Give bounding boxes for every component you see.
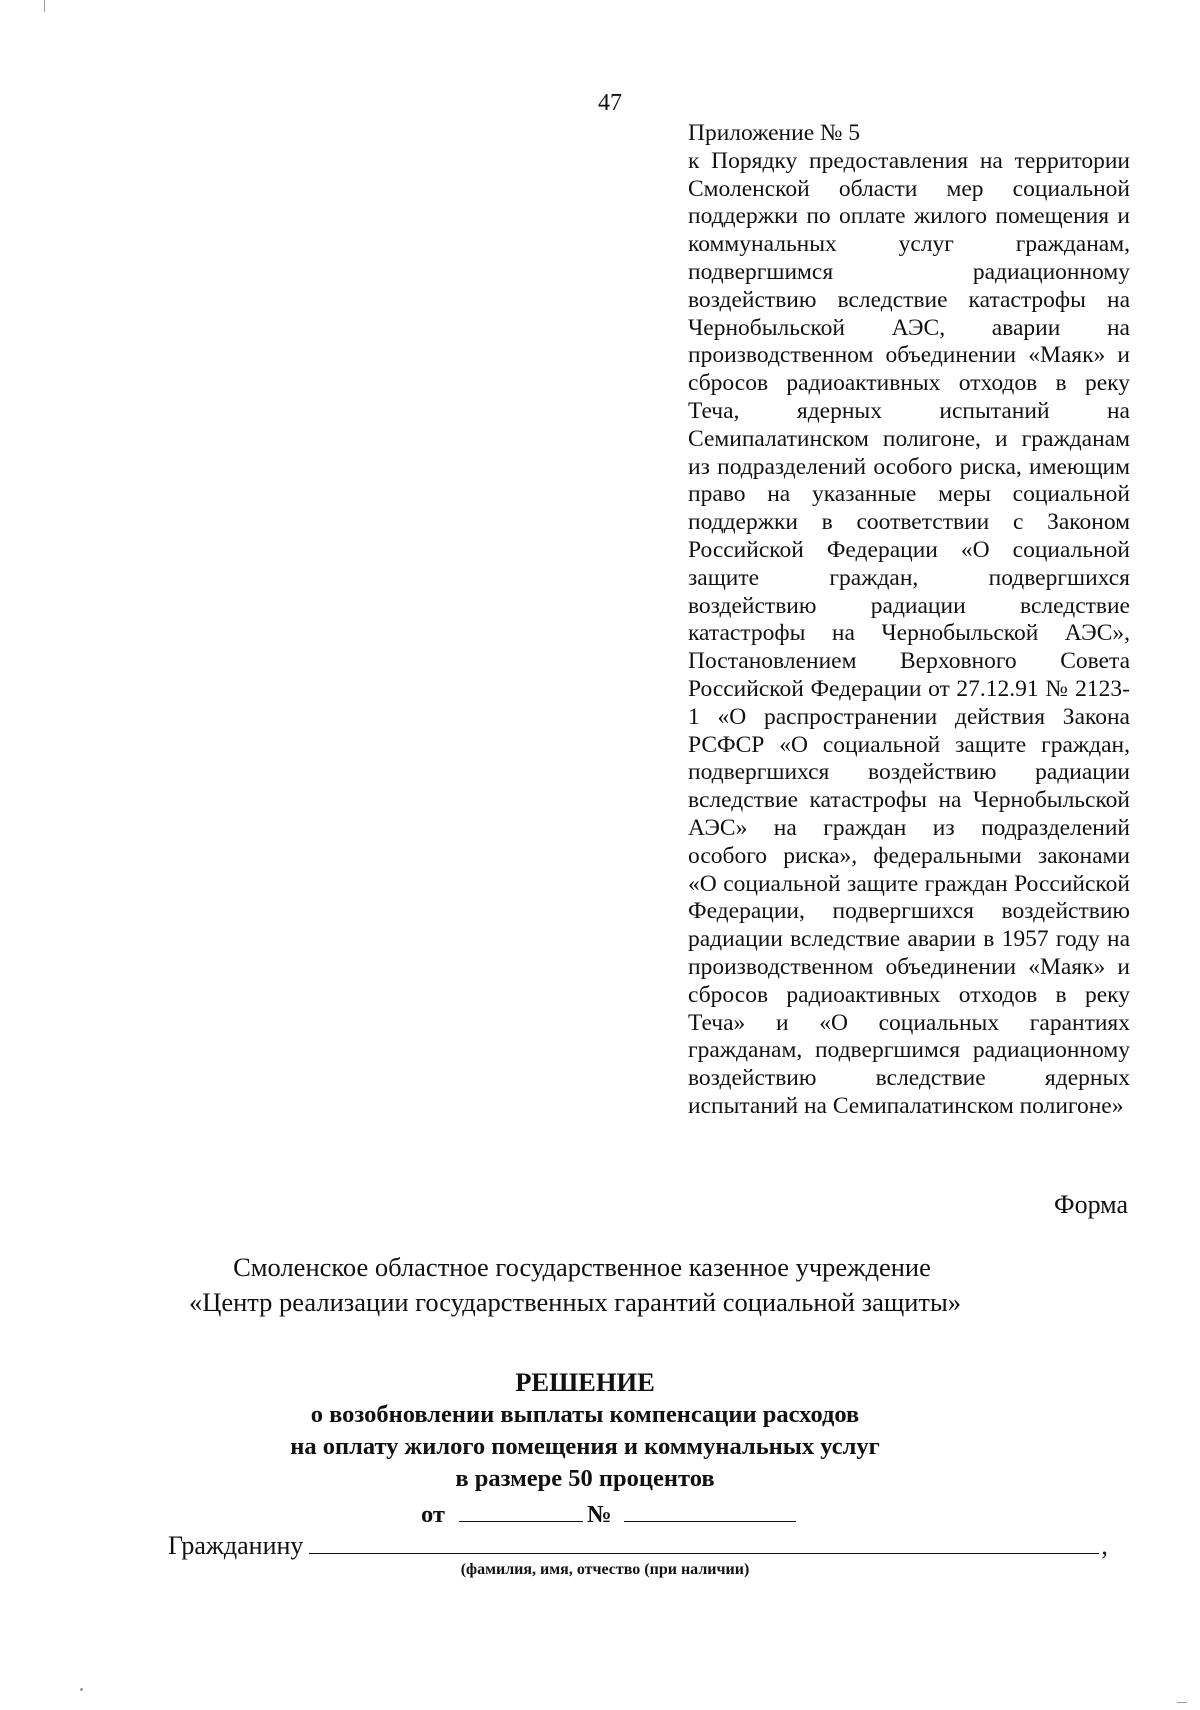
citizen-trailing-comma: , [1101, 1531, 1108, 1560]
citizen-name-blank-field [309, 1529, 1099, 1554]
citizen-name-hint: (фамилия, имя, отчество (при наличии) [460, 1561, 750, 1578]
institution-name [0, 1250, 1200, 1320]
scan-artifact [80, 1688, 83, 1691]
decision-title: РЕШЕНИЕ [515, 1367, 655, 1397]
scan-artifact [1177, 1702, 1187, 1703]
institution-line-1: Смоленское областное государственное казенное учреждение [233, 1252, 931, 1282]
appendix-body: к Порядку предоставления на территории Смоленской области мер социальной поддержки по оплате жилого помещения и коммунальных услуг гражданам, подвергшимся радиационному воздействию вследствие катастрофы на Чернобыльской АЭС, аварии на производственном объединении «Маяк» и сбросов радиоактивных отходов в реку Теча, ядерных испытаний на Семипалатинском полигоне, и гражданам из подразделений особого риска, имеющим право на указанные меры социальной поддержки в соответствии с Законом Российской Федерации «О социальной защите граждан, подвергшихся воздействию радиации вследствие катастрофы на Чернобыльской АЭС», Постановлением Верховного Совета Российской Федерации от 27.12.91 № 2123-1 «О распространении действия Закона РСФСР «О социальной защите граждан, подвергшихся воздействию радиации вследствие катастрофы на Чернобыльской АЭС» на граждан из подразделений особого риска», федеральными законами «О социальной защите граждан Российской Федерации, подвергшихся воздействию радиации вследствие аварии в 1957 году на производственном объединении «Маяк» и сбросов радиоактивных отходов в реку Теча» и «О социальных гарантиях гражданам, подвергшимся радиационному воздействию вследствие ядерных испытаний на Семипалатинском полигоне» [688, 147, 1130, 1119]
citizen-line [168, 1529, 1128, 1562]
appendix-title: Приложение № 5 [688, 120, 861, 146]
date-blank-field [459, 1497, 583, 1522]
decision-subtitle-line-2: на оплату жилого помещения и коммунальных услуг [290, 1433, 880, 1460]
appendix-block [688, 120, 1130, 1121]
form-label: Форма [1054, 1190, 1128, 1219]
decision-subtitle-line-3: в размере 50 процентов [455, 1465, 715, 1492]
scan-artifact [44, 0, 45, 12]
number-sign: № [586, 1501, 612, 1528]
institution-line-2: «Центр реализации государственных гарантий социальной защиты» [188, 1287, 962, 1317]
decision-heading [0, 1365, 1200, 1495]
number-blank-field [624, 1497, 796, 1522]
page-number: 47 [598, 90, 622, 116]
decision-subtitle-line-1: о возобновлении выплаты компенсации расходов [310, 1401, 860, 1428]
date-prefix: от [421, 1501, 445, 1528]
citizen-label: Гражданину [168, 1531, 304, 1560]
decision-date-number-line [421, 1497, 796, 1531]
